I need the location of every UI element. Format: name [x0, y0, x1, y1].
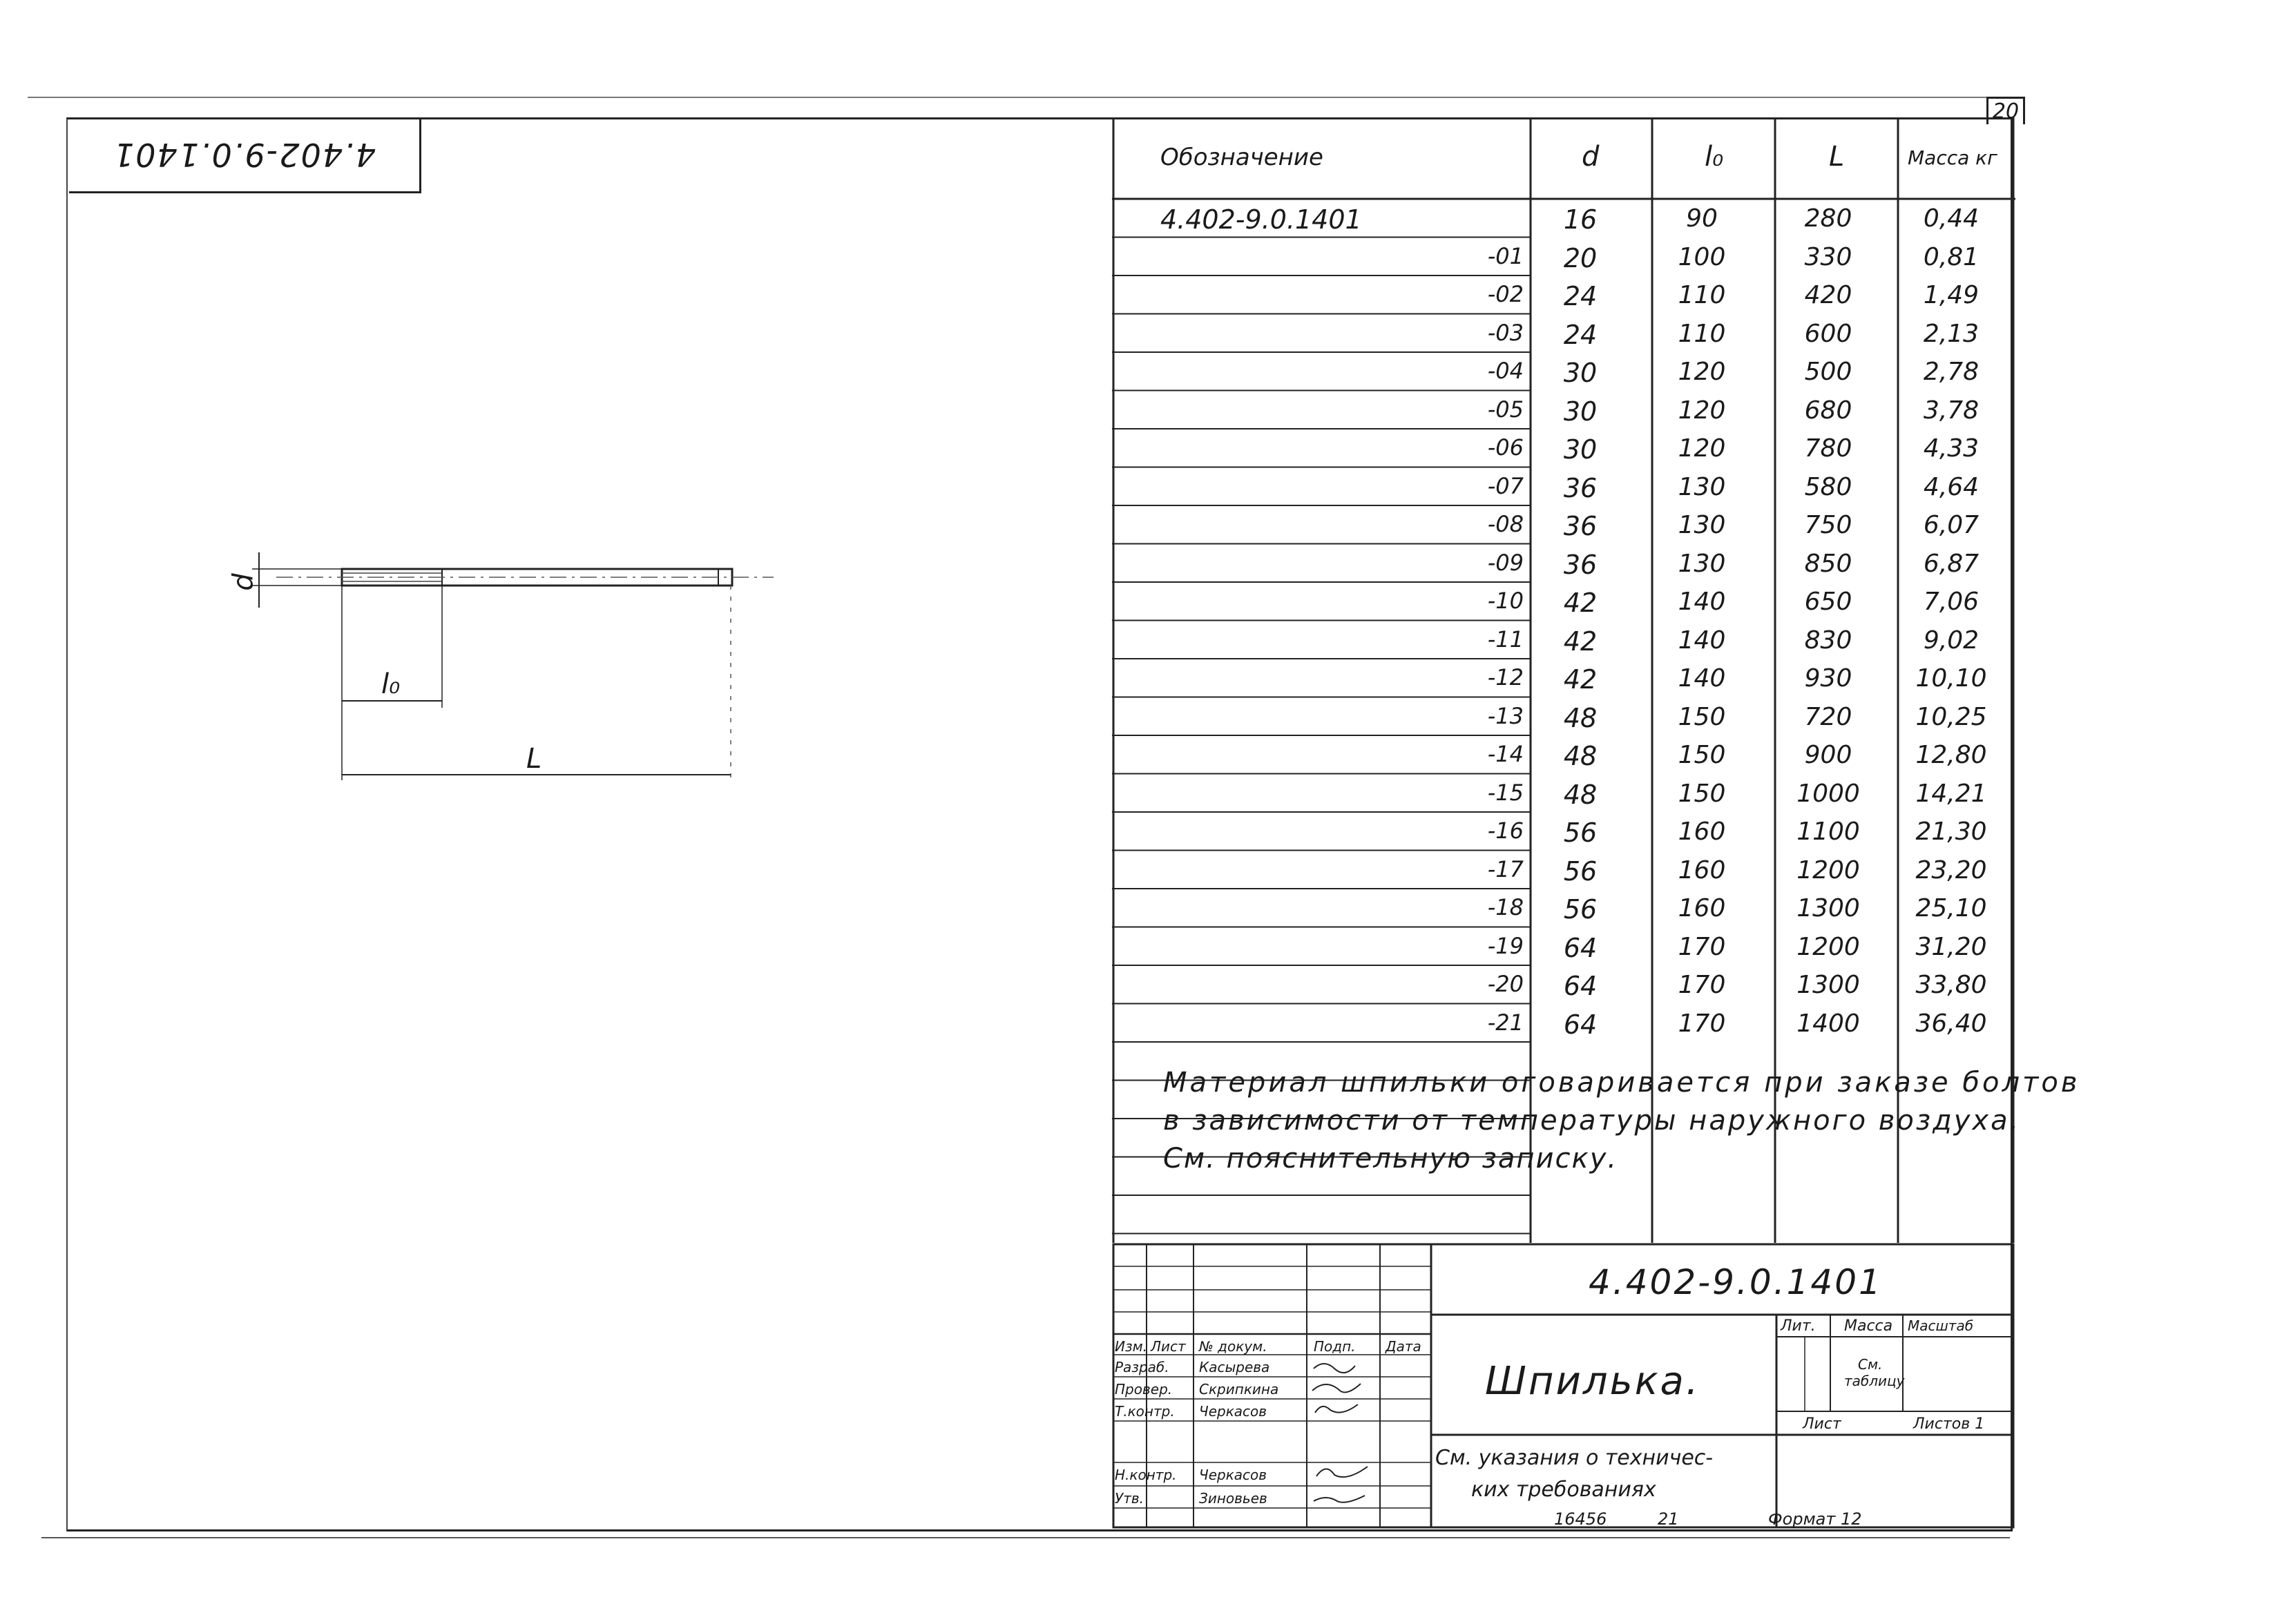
cell-designation: -01 — [1487, 242, 1524, 269]
cell-L: 580 — [1804, 472, 1852, 501]
signatures — [1307, 1355, 1383, 1527]
title-block — [1112, 1243, 2015, 1531]
cell-l0: 110 — [1678, 281, 1726, 309]
cell-l0: 130 — [1678, 511, 1726, 539]
cell-mass: 4,64 — [1923, 472, 1980, 501]
name-6: Зиновьев — [1199, 1490, 1267, 1507]
cell-L: 650 — [1804, 588, 1852, 616]
header-L: L — [1829, 141, 1845, 173]
cell-L: 1200 — [1796, 932, 1860, 961]
cell-mass: 9,02 — [1923, 626, 1980, 655]
cell-designation: -06 — [1487, 434, 1524, 461]
cell-designation: -18 — [1487, 894, 1524, 920]
cell-l0: 160 — [1678, 856, 1726, 884]
cell-L: 850 — [1804, 549, 1852, 578]
cell-d: 64 — [1563, 971, 1598, 1001]
cell-d: 36 — [1563, 549, 1598, 580]
header-d: d — [1582, 141, 1600, 173]
cell-d: 48 — [1563, 779, 1598, 810]
cell-d: 42 — [1563, 664, 1598, 695]
title-name: Шпилька. — [1485, 1359, 1700, 1404]
cell-L: 830 — [1804, 626, 1852, 655]
cell-l0: 120 — [1678, 434, 1726, 463]
cell-L: 750 — [1804, 511, 1852, 539]
cell-L: 1300 — [1796, 971, 1860, 999]
cell-designation: -10 — [1487, 588, 1524, 614]
cell-d: 36 — [1563, 472, 1598, 503]
cell-l0: 150 — [1678, 702, 1726, 731]
cell-l0: 120 — [1678, 358, 1726, 386]
cell-l0: 170 — [1678, 932, 1726, 961]
note-line-1: Материал шпильки оговаривается при заказе болтов — [1163, 1067, 2080, 1099]
cell-mass: 6,87 — [1923, 549, 1980, 578]
scale-label: Масштаб — [1908, 1317, 1974, 1334]
cell-designation: -19 — [1487, 932, 1524, 959]
header-mass: Масса кг — [1908, 146, 1997, 169]
cell-L: 720 — [1804, 702, 1852, 731]
cell-l0: 140 — [1678, 588, 1726, 616]
cell-mass: 2,13 — [1923, 319, 1980, 348]
cell-d: 56 — [1563, 818, 1598, 848]
cell-d: 24 — [1563, 281, 1598, 311]
cell-d: 20 — [1563, 242, 1598, 273]
lit-label: Лит. — [1781, 1317, 1816, 1335]
cell-designation: -02 — [1487, 281, 1524, 307]
cell-mass: 36,40 — [1915, 1009, 1987, 1038]
note-line-3: См. пояснительную записку. — [1163, 1143, 1618, 1174]
cell-L: 1300 — [1796, 894, 1860, 922]
page-number: 20 — [1986, 97, 2025, 124]
bottom-edge-line — [41, 1537, 2010, 1538]
cell-designation: -04 — [1487, 358, 1524, 384]
cell-l0: 170 — [1678, 1009, 1726, 1038]
specification-table — [1112, 117, 2080, 1243]
cell-designation: -13 — [1487, 702, 1524, 729]
rotated-drawing-code-stamp — [69, 119, 421, 193]
role-2: Провер. — [1115, 1381, 1173, 1398]
cell-L: 900 — [1804, 741, 1852, 769]
name-3: Черкасов — [1199, 1403, 1267, 1420]
cell-mass: 7,06 — [1923, 588, 1980, 616]
footer-number: 21 — [1658, 1509, 1679, 1529]
cell-mass: 0,44 — [1923, 204, 1980, 233]
footer-format: Формат 12 — [1768, 1509, 1862, 1529]
cell-designation: -03 — [1487, 319, 1524, 346]
sheets-label: Листов 1 — [1913, 1415, 1985, 1433]
sheet-label: Лист — [1803, 1415, 1841, 1433]
cell-mass: 12,80 — [1915, 741, 1987, 769]
role-1: Разраб. — [1115, 1359, 1169, 1375]
footer-inv-number: 16456 — [1554, 1509, 1607, 1529]
cell-l0: 100 — [1678, 242, 1726, 271]
cell-d: 24 — [1563, 319, 1598, 350]
rotated-drawing-code: 4.402-9.0.1401 — [112, 136, 376, 174]
cell-mass: 21,30 — [1915, 818, 1987, 846]
cell-designation: -09 — [1487, 549, 1524, 576]
dim-l0-label: l₀ — [381, 668, 401, 700]
cell-l0: 170 — [1678, 971, 1726, 999]
cell-l0: 160 — [1678, 818, 1726, 846]
cell-l0: 120 — [1678, 396, 1726, 425]
cell-d: 48 — [1563, 702, 1598, 733]
mass-value-2: таблицу — [1844, 1373, 1905, 1389]
role-5: Н.контр. — [1115, 1467, 1177, 1483]
stud-drawing — [235, 552, 787, 801]
name-1: Касырева — [1199, 1359, 1270, 1375]
cell-mass: 3,78 — [1923, 396, 1980, 425]
cell-mass: 14,21 — [1915, 779, 1987, 808]
cell-designation: -15 — [1487, 779, 1524, 806]
cell-designation: -16 — [1487, 818, 1524, 844]
note-line-2: в зависимости от температуры наружного воздуха. — [1163, 1105, 2021, 1137]
name-5: Черкасов — [1199, 1467, 1267, 1483]
cell-d: 16 — [1563, 204, 1598, 235]
cell-L: 1000 — [1796, 779, 1860, 808]
cell-d: 30 — [1563, 358, 1598, 388]
cell-mass: 0,81 — [1923, 242, 1980, 271]
cell-mass: 1,49 — [1923, 281, 1980, 309]
cell-L: 1100 — [1796, 818, 1860, 846]
mass-value-1: См. — [1858, 1356, 1883, 1373]
tech-req-line-1: См. указания о техничес- — [1435, 1446, 1714, 1470]
cell-l0: 110 — [1678, 319, 1726, 348]
cell-L: 1200 — [1796, 856, 1860, 884]
header-designation: Обозначение — [1160, 144, 1323, 171]
cell-L: 680 — [1804, 396, 1852, 425]
cell-L: 330 — [1804, 242, 1852, 271]
cell-L: 500 — [1804, 358, 1852, 386]
mass-label: Масса — [1844, 1317, 1893, 1335]
cell-mass: 2,78 — [1923, 358, 1980, 386]
cell-designation: -14 — [1487, 741, 1524, 767]
cell-L: 280 — [1804, 204, 1852, 233]
cell-d: 56 — [1563, 856, 1598, 887]
cell-L: 1400 — [1796, 1009, 1860, 1038]
cell-L: 600 — [1804, 319, 1852, 348]
cell-mass: 23,20 — [1915, 856, 1987, 884]
cell-d: 64 — [1563, 932, 1598, 963]
col-izm: Изм. — [1115, 1338, 1148, 1355]
cell-L: 780 — [1804, 434, 1852, 463]
cell-d: 36 — [1563, 511, 1598, 541]
dim-L-label: L — [526, 743, 542, 775]
dim-d-label: d — [227, 573, 260, 591]
cell-designation: -11 — [1487, 626, 1524, 652]
cell-d: 42 — [1563, 588, 1598, 618]
cell-mass: 33,80 — [1915, 971, 1987, 999]
cell-d: 48 — [1563, 741, 1598, 771]
cell-L: 420 — [1804, 281, 1852, 309]
cell-mass: 10,10 — [1915, 664, 1987, 693]
cell-d: 42 — [1563, 626, 1598, 657]
cell-d: 30 — [1563, 396, 1598, 427]
header-l0: l₀ — [1705, 141, 1724, 173]
cell-mass: 4,33 — [1923, 434, 1980, 463]
cell-l0: 140 — [1678, 664, 1726, 693]
role-6: Утв. — [1115, 1490, 1144, 1507]
cell-designation: 4.402-9.0.1401 — [1160, 204, 1362, 235]
role-3: Т.контр. — [1115, 1403, 1175, 1420]
cell-mass: 6,07 — [1923, 511, 1980, 539]
top-edge-line — [28, 97, 2010, 98]
cell-L: 930 — [1804, 664, 1852, 693]
cell-l0: 140 — [1678, 626, 1726, 655]
title-code: 4.402-9.0.1401 — [1589, 1262, 1883, 1302]
cell-d: 64 — [1563, 1009, 1598, 1040]
col-doc: № докум. — [1199, 1338, 1267, 1355]
cell-l0: 130 — [1678, 549, 1726, 578]
name-2: Скрипкина — [1199, 1381, 1279, 1398]
cell-designation: -17 — [1487, 856, 1524, 882]
cell-d: 56 — [1563, 894, 1598, 925]
cell-d: 30 — [1563, 434, 1598, 465]
cell-l0: 90 — [1686, 204, 1718, 233]
cell-designation: -05 — [1487, 396, 1524, 423]
cell-designation: -12 — [1487, 664, 1524, 690]
col-sign: Подп. — [1314, 1338, 1356, 1355]
cell-l0: 130 — [1678, 472, 1726, 501]
col-list: Лист — [1151, 1338, 1186, 1355]
tech-req-line-2: ких требованиях — [1471, 1478, 1656, 1502]
col-date: Дата — [1386, 1338, 1421, 1355]
cell-designation: -20 — [1487, 971, 1524, 997]
cell-designation: -08 — [1487, 511, 1524, 537]
cell-l0: 150 — [1678, 779, 1726, 808]
cell-l0: 150 — [1678, 741, 1726, 769]
cell-l0: 160 — [1678, 894, 1726, 922]
cell-designation: -07 — [1487, 472, 1524, 499]
cell-designation: -21 — [1487, 1009, 1524, 1036]
cell-mass: 25,10 — [1915, 894, 1987, 922]
cell-mass: 10,25 — [1915, 702, 1987, 731]
cell-mass: 31,20 — [1915, 932, 1987, 961]
